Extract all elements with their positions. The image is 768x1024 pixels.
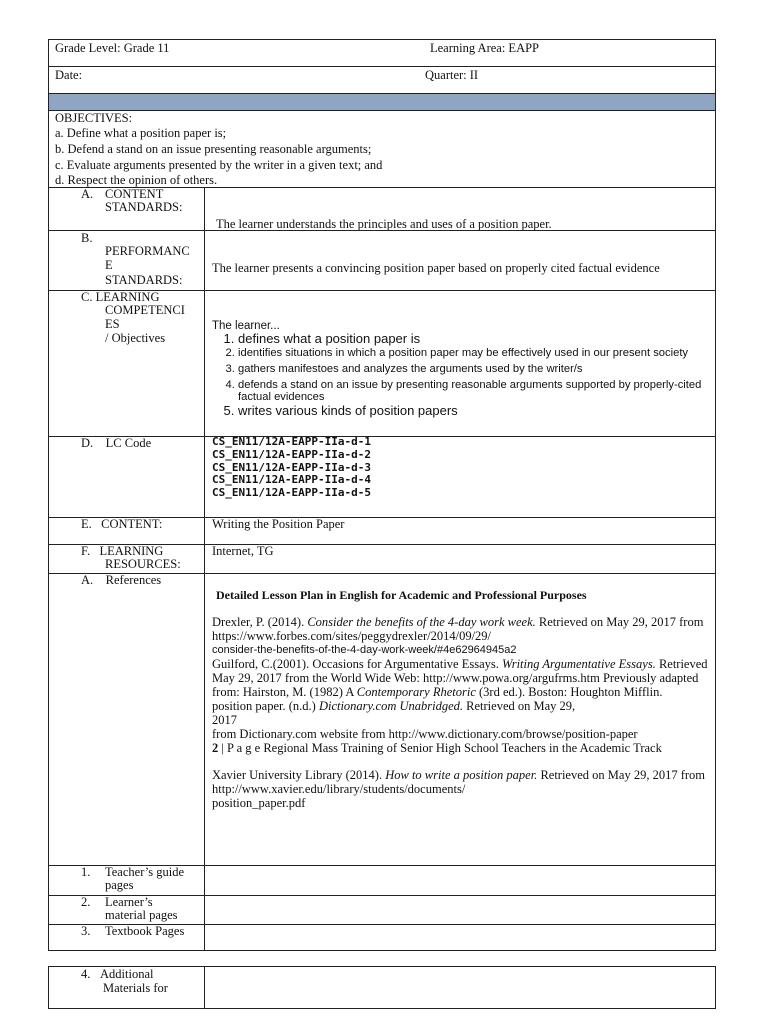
- ref3-year: 2017: [212, 713, 237, 727]
- ref2-retrieved: Retrieved May 29, 2017 from the World Wide Web: http://www.powa.org/argufrms.htm Previously adapted from: Hairston, M. (1982) A: [212, 657, 708, 699]
- ref4-retrieved: Retrieved on May 29, 2017 from http://www.xavier.edu/library/students/documents/: [212, 768, 705, 796]
- competencies-list-wrap: [212, 331, 712, 418]
- teachers-guide-label-2: pages: [105, 878, 134, 892]
- learners-material-num: 2.: [81, 895, 91, 909]
- reference-xavier: [212, 768, 712, 796]
- content-value: Writing the Position Paper: [212, 517, 345, 531]
- teachers-guide-value-cell: [204, 865, 716, 896]
- competency-2: 2. identifies situations in which a position paper may be effectively used in our present society: [238, 347, 712, 359]
- lesson-plan-table: [48, 39, 716, 951]
- ref2-title: Writing Argumentative Essays.: [502, 657, 656, 671]
- additional-materials-table: [48, 966, 716, 1009]
- ref2-author: Guilford, C.(2001). Occasions for Argumentative Essays.: [212, 657, 502, 671]
- performance-standards-label-1: PERFORMANC: [105, 244, 190, 258]
- resources-value-cell: [204, 544, 716, 574]
- grade-level: Grade Level: Grade 11: [55, 41, 170, 55]
- performance-standards-label-2: E: [105, 258, 113, 272]
- performance-standards-letter: B.: [81, 231, 93, 245]
- resources-label-2: RESOURCES:: [105, 557, 181, 571]
- competency-1: 1. defines what a position paper is: [238, 331, 712, 346]
- competency-4: 4. defends a stand on an issue by presenting reasonable arguments supported by properly-cited factual evidences: [238, 379, 712, 403]
- competencies-intro: The learner...: [212, 320, 280, 332]
- resources-value: Internet, TG: [212, 544, 274, 558]
- references-label-cell: [48, 573, 205, 866]
- competency-5: 5. writes various kinds of position papers: [238, 403, 712, 418]
- objective-a: a. Define what a position paper is;: [55, 126, 227, 140]
- ref2-edition: (3rd ed.). Boston: Houghton Mifflin.: [475, 685, 663, 699]
- teachers-guide-num: 1.: [81, 865, 91, 879]
- additional-materials-label-1: Additional: [100, 967, 154, 981]
- learners-material-value-cell: [204, 895, 716, 925]
- page-footer-line: [212, 741, 712, 755]
- objectives-title: OBJECTIVES:: [55, 111, 133, 125]
- lc-code-1: CS_EN11/12A-EAPP-IIa-d-1: [212, 435, 371, 448]
- textbook-pages-value-cell: [204, 924, 716, 951]
- resources-label-1: F. LEARNING: [81, 544, 164, 558]
- ref1-title: Consider the benefits of the 4-day work week.: [307, 615, 536, 629]
- ref4-url-tail: position_paper.pdf: [212, 796, 306, 810]
- content-standards-letter: A.: [81, 187, 94, 201]
- date-label: Date:: [55, 68, 83, 82]
- additional-materials-value-cell: [204, 966, 716, 1009]
- objective-b: b. Defend a stand on an issue presenting reasonable arguments;: [55, 142, 372, 156]
- header-row-date: [48, 66, 716, 94]
- learning-area: Learning Area: EAPP: [430, 41, 540, 55]
- page-number: 2: [212, 741, 219, 755]
- learners-material-label-2: material pages: [105, 908, 178, 922]
- additional-materials-num: 4.: [81, 967, 91, 981]
- additional-materials-label-2: Materials for: [103, 981, 168, 995]
- quarter: Quarter: II: [425, 68, 479, 82]
- ref3-title: Dictionary.com Unabridged.: [318, 699, 464, 713]
- lc-code-3: CS_EN11/12A-EAPP-IIa-d-3: [212, 460, 371, 474]
- content-standards-value: The learner understands the principles and uses of a position paper.: [216, 217, 552, 231]
- objective-c: c. Evaluate arguments presented by the writer in a given text; and: [55, 158, 383, 172]
- lc-code-5: CS_EN11/12A-EAPP-IIa-d-5: [212, 486, 371, 500]
- ref4-author: Xavier University Library (2014).: [212, 768, 386, 782]
- lc-code-4: CS_EN11/12A-EAPP-IIa-d-4: [212, 473, 371, 487]
- objective-d: d. Respect the opinion of others.: [55, 173, 218, 187]
- performance-standards-label-3: STANDARDS:: [105, 273, 183, 287]
- section-banner: [48, 93, 716, 111]
- references-heading: Detailed Lesson Plan in English for Academic and Professional Purposes: [216, 588, 587, 602]
- references-body: [212, 588, 712, 810]
- learners-material-label-1: Learner’s: [105, 895, 153, 909]
- textbook-pages-num: 3.: [81, 924, 91, 938]
- teachers-guide-label-1: Teacher’s guide: [105, 865, 185, 879]
- page-footer-text: | P a g e Regional Mass Training of Senior High School Teachers in the Academic Track: [218, 741, 662, 755]
- ref3-source: from Dictionary.com website from http://www.dictionary.com/browse/position-paper: [212, 727, 638, 741]
- ref1-url-tail: consider-the-benefits-of-the-4-day-work-week/#4e62964945a2: [212, 644, 517, 656]
- reference-dictionary: [212, 699, 712, 713]
- content-standards-label-1: CONTENT: [105, 187, 164, 201]
- reference-guilford: [212, 657, 712, 699]
- competencies-label-2: COMPETENCI: [105, 303, 185, 317]
- ref3-retrieved: Retrieved on May 29,: [463, 699, 576, 713]
- references-label: A. References: [81, 573, 162, 587]
- competencies-label-3: ES: [105, 317, 120, 331]
- ref2-title2: Contemporary Rhetoric: [356, 685, 476, 699]
- competencies-label-1: C. LEARNING: [81, 290, 160, 304]
- performance-standards-value: The learner presents a convincing position paper based on properly cited factual evidence: [212, 261, 660, 275]
- lc-code-label: D. LC Code: [81, 436, 152, 450]
- competencies-list: [212, 331, 712, 418]
- ref4-title: How to write a position paper.: [385, 768, 538, 782]
- ref1-author: Drexler, P. (2014).: [212, 615, 308, 629]
- ref3-entry: position paper. (n.d.): [212, 699, 319, 713]
- competencies-label-4: / Objectives: [105, 331, 166, 345]
- ref1-retrieved: Retrieved on May 29, 2017 from https://www.forbes.com/sites/peggydrexler/2014/09/29/: [212, 615, 704, 643]
- competency-3: 3. gathers manifestoes and analyzes the arguments used by the writer/s: [238, 363, 712, 375]
- textbook-pages-label: Textbook Pages: [105, 924, 185, 938]
- lc-code-2: CS_EN11/12A-EAPP-IIa-d-2: [212, 447, 371, 461]
- content-standards-label-2: STANDARDS:: [105, 200, 183, 214]
- lc-code-list: [212, 436, 371, 500]
- content-label: E. CONTENT:: [81, 517, 163, 531]
- reference-drexler: [212, 615, 712, 643]
